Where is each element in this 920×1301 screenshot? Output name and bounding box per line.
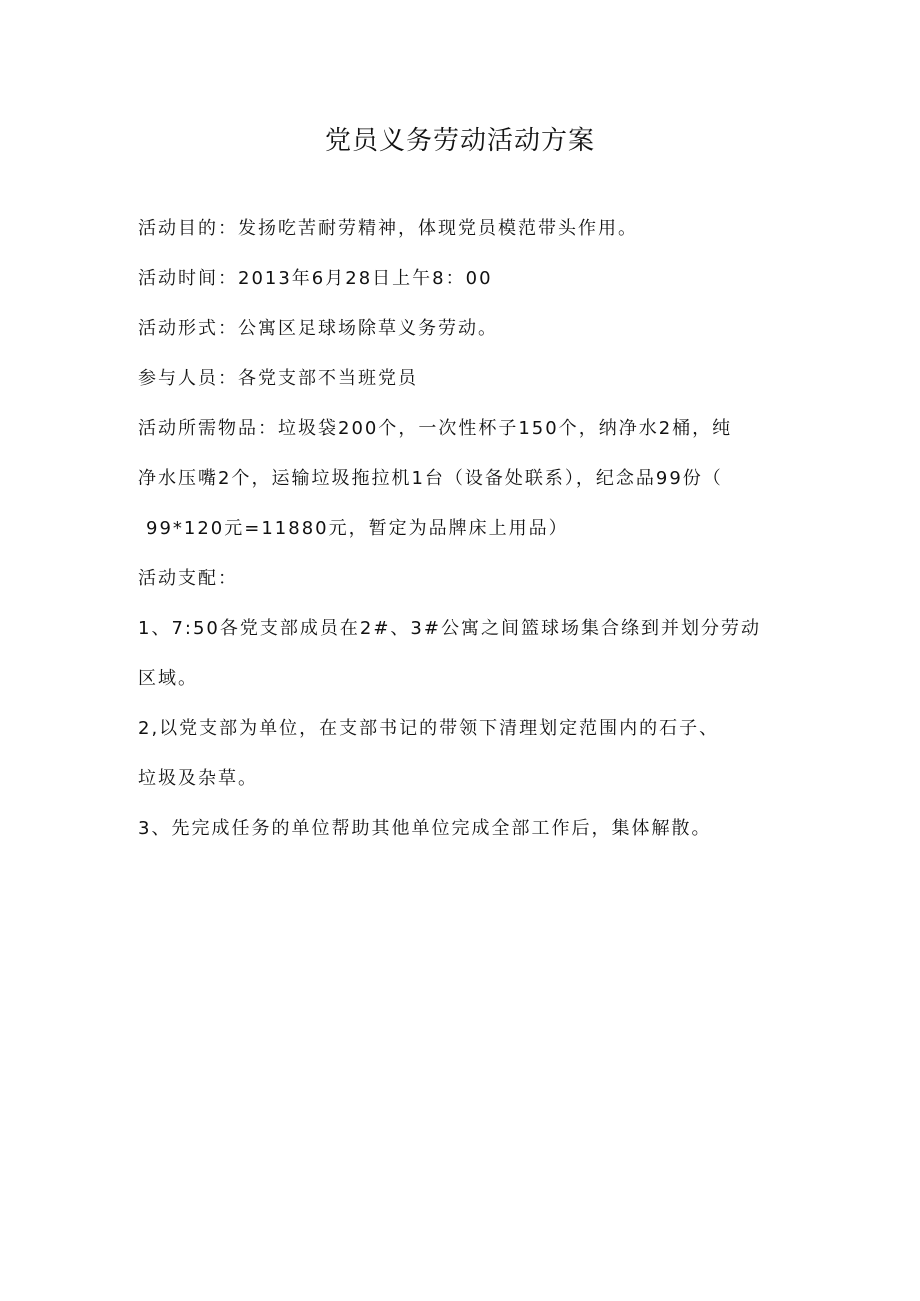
line-step-3: 3、先完成任务的单位帮助其他单位完成全部工作后，集体解散。 [138,818,712,839]
line-step-2a: 2,以党支部为单位，在支部书记的带领下清理划定范围内的石子、 [138,718,720,739]
line-step-1a: 1、7:50各党支部成员在2#、3#公寓之间篮球场集合绦到并划分劳动 [138,618,761,639]
line-form: 活动形式：公寓区足球场除草义务劳动。 [138,318,498,339]
document-body [138,204,788,854]
line-supplies-3: 99*120元=11880元，暂定为品牌床上用品） [146,518,569,539]
line-supplies-1: 活动所需物品：垃圾袋200个，一次性杯子150个，纳净水2桶，纯 [138,418,733,439]
line-supplies-2: 净水压嘴2个，运输垃圾拖拉机1台（设备处联系），纪念品99份（ [138,468,723,489]
line-purpose: 活动目的：发扬吃苦耐劳精神，体现党员模范带头作用。 [138,218,638,239]
line-time: 活动时间：2013年6月28日上午8：00 [138,268,493,289]
line-step-1b: 区域。 [138,668,198,689]
document-title: 党员义务劳动活动方案 [324,126,595,156]
line-step-2b: 垃圾及杂草。 [138,768,258,789]
line-participants: 参与人员：各党支部不当班党员 [138,368,418,389]
line-arrangement-heading: 活动支配： [138,568,238,589]
